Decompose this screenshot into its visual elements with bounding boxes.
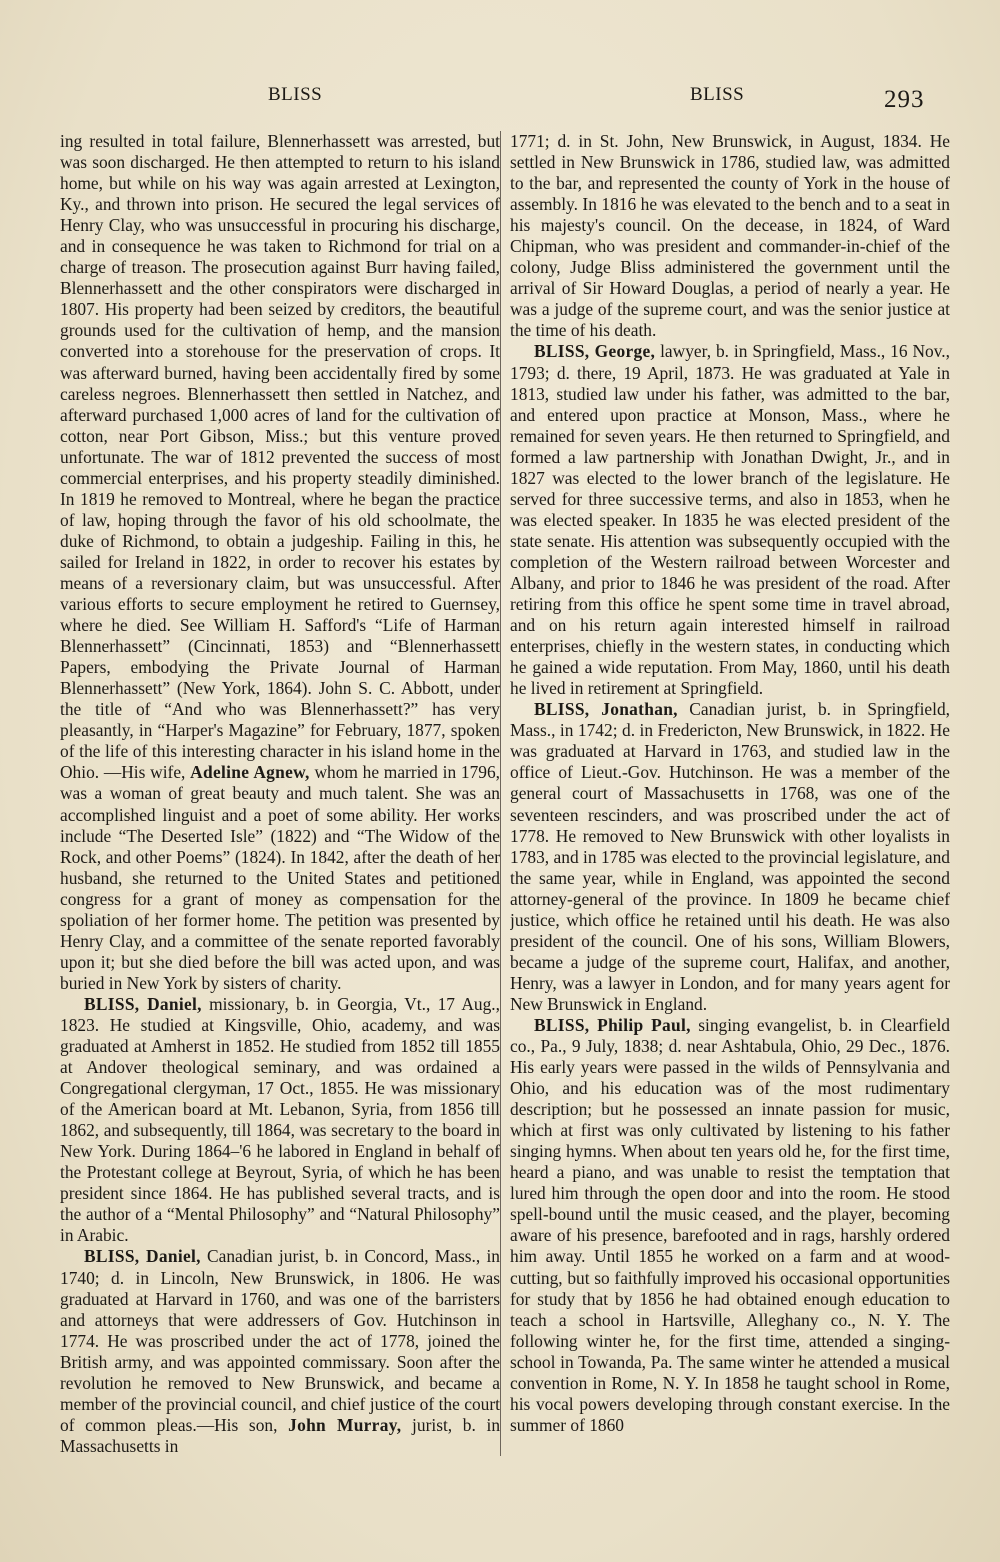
entry-george-bliss: BLISS, George, lawyer, b. in Springfield, Mass., 16 Nov., 1793; d. there, 19 April, 1873. He was graduated at Yale in 1813, studied law under his father, was admitted to the bar, and entered upon practice at Monson, Mass., where he remained for seven years. He then returned to Springfield, and formed a law partnership with Jonathan Dwight, Jr., and in 1827 was elected to the lower branch of the legislature. He served for three successive terms, and also in 1853, when he was elected speaker. In 1835 he was elected president of the state senate. His attention was subsequently occupied with the completion of the Western railroad between Worcester and Albany, and prior to 1846 he was president of the road. After retiring from this office he spent some time in travel abroad, and on his return again interested himself in railroad enterprises, chiefly in the western states, in conducting which he gained a wide reputation. From May, 1860, until his death he lived in retirement at Springfield. [510,341,950,699]
right-column [510,131,950,1461]
paragraph-john-murray-continued: 1771; d. in St. John, New Brunswick, in August, 1834. He settled in New Brunswick in 1786, studied law, was admitted to the bar, and represented the county of York in the house of assembly. In 1816 he was elevated to the bench and to a seat in his majesty's council. On the decease, in 1824, of Ward Chipman, who was president and commander-in-chief of the colony, Judge Bliss administered the government until the arrival of Sir Howard Douglas, a period of nearly a year. He was a judge of the supreme court, and was the senior justice at the time of his death. [510,131,950,341]
headword-john-murray: John Murray, [288,1414,402,1435]
entry-philip-paul-bliss: BLISS, Philip Paul, singing evangelist, b. in Clearfield co., Pa., 9 July, 1838; d. near Ashtabula, Ohio, 29 Dec., 1876. His early years were passed in the wilds of Pennsylvania and Ohio, and his education was of the most rudimentary description; but he possessed an innate passion for music, which at first was only cultivated by listening to his father singing hymns. When about ten years old he, for the first time, heard a piano, and was unable to resist the temptation that lured him through the open door and into the room. He stood spell-bound until the music ceased, and the player, becoming aware of his presence, barefooted and in rags, harshly ordered him away. Until 1855 he worked on a farm and at wood-cutting, but so faithfully improved his occasional opportunities for study that by 1856 he had obtained enough education to teach a school in Hartsville, Alleghany co., N. Y. The following winter he, for the first time, attended a singing-school in Towanda, Pa. The same winter he attended a musical convention in Rome, N. Y. In 1858 he taught school in Rome, his vocal powers developing through constant exercise. In the summer of 1860 [510,1014,950,1435]
page-number: 293 [884,86,925,113]
headword-adeline-agnew: Adeline Agnew, [190,762,310,783]
headword: BLISS, Daniel, [84,993,202,1014]
entry-daniel-bliss-jurist: BLISS, Daniel, Canadian jurist, b. in Concord, Mass., in 1740; d. in Lincoln, New Brunswick, in 1806. He was graduated at Harvard in 1760, and was one of the barristers and attorneys that were addressers of Gov. Hutchinson in 1774. He was proscribed under the act of 1778, joined the British army, and was appointed commissary. Soon after the revolution he removed to New Brunswick, and became a member of the provincial council, and chief justice of the court of common pleas.—His son, John Murray, jurist, b. in Massachusetts in [60,1246,500,1456]
headword: BLISS, Philip Paul, [534,1014,691,1035]
entry-daniel-bliss-missionary: BLISS, Daniel, missionary, b. in Georgia, Vt., 17 Aug., 1823. He studied at Kingsville, Ohio, academy, and was graduated at Amherst in 1852. He studied from 1852 till 1855 at Andover theological seminary, and was ordained a Congregational clergyman, 17 Oct., 1855. He was missionary of the American board at Mt. Lebanon, Syria, from 1856 till 1862, and subsequently, till 1864, was secretary to the board in New York. During 1864–'6 he labored in England in behalf of the Protestant college at Beyrout, Syria, of which he has been president since 1864. He has published several tracts, and is the author of a “Mental Philosophy” and “Natural Philosophy” in Arabic. [60,993,500,1246]
column-divider [500,131,501,1456]
left-column [60,131,500,1461]
running-head-right: BLISS [690,84,745,105]
headword: BLISS, Jonathan, [534,699,678,720]
entry-jonathan-bliss: BLISS, Jonathan, Canadian jurist, b. in Springfield, Mass., in 1742; d. in Fredericton, New Brunswick, in 1822. He was graduated at Harvard in 1763, and studied law in the office of Lieut.-Gov. Hutchinson. He was a member of the general court of Massachusetts in 1768, was one of the seventeen rescinders, and was proscribed under the act of 1778. He removed to New Brunswick with other loyalists in 1783, and in 1785 was elected to the provincial legislature, and the same year, while in England, was appointed the second attorney-general of the province. In 1809 he became chief justice, which office he retained until his death. He was also president of the council. One of his sons, William Blowers, became a judge of the supreme court, Halifax, and another, Henry, was a lawyer in London, and for many years agent for New Brunswick in England. [510,699,950,1014]
headword: BLISS, George, [534,341,656,362]
paragraph-blennerhassett: ing resulted in total failure, Blennerhassett was arrested, but was soon discharged. He then attempted to return to his island home, but while on his way was again arrested at Lexington, Ky., and thrown into prison. He secured the legal services of Henry Clay, who was unsuccessful in procuring his discharge, and in consequence he was taken to Richmond for trial on a charge of treason. The prosecution against Burr having failed, Blennerhassett and the other conspirators were discharged in 1807. His property had been seized by creditors, the beautiful grounds used for the cultivation of hemp, and the mansion converted into a storehouse for the preservation of crops. It was afterward burned, having been accidentally fired by some careless negroes. Blennerhassett then settled in Natchez, and afterward purchased 1,000 acres of land for the cultivation of cotton, near Port Gibson, Miss.; but this venture proved unfortunate. The war of 1812 prevented the success of most commercial enterprises, and his property steadily diminished. In 1819 he removed to Montreal, where he began the practice of law, hoping through the favor of his old schoolmate, the duke of Richmond, to obtain a judgeship. Failing in this, he sailed for Ireland in 1822, in order to recover his estates by means of a reversionary claim, but was unsuccessful. After various efforts to secure employment he retired to Guernsey, where he died. See William H. Safford's “Life of Harman Blennerhassett” (Cincinnati, 1853) and “Blennerhassett Papers, embodying the Private Journal of Harman Blennerhassett” (New York, 1864). John S. C. Abbott, under the title of “And who was Blennerhassett?” has very pleasantly, in “Harper's Magazine” for February, 1877, spoken of the life of this interesting character in his island home in the Ohio. —His wife, Adeline Agnew, whom he married in 1796, was a woman of great beauty and much talent. She was an accomplished linguist and a poet of some ability. Her works include “The Deserted Isle” (1822) and “The Widow of the Rock, and other Poems” (1824). In 1842, after the death of her husband, she returned to the United States and petitioned congress for a grant of money as compensation for the spoliation of her former home. The petition was presented by Henry Clay, and a committee of the senate reported favorably upon it; but she died before the bill was acted upon, and was buried in New York by sisters of charity. [60,131,500,993]
headword: BLISS, Daniel, [84,1246,201,1267]
running-head-left: BLISS [268,84,323,105]
